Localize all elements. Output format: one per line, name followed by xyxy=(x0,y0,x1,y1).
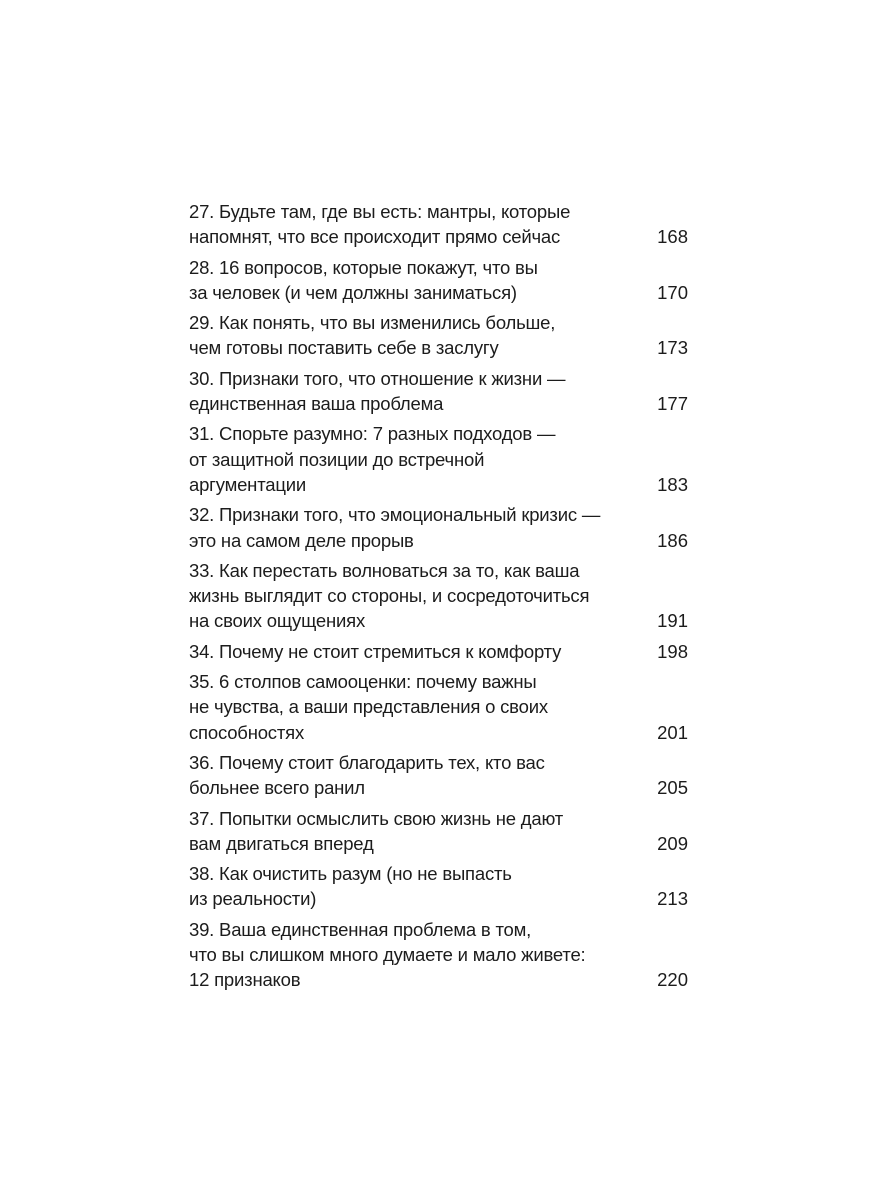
toc-entry xyxy=(189,421,688,497)
toc-entry-page-number: 209 xyxy=(657,832,688,854)
toc-entry-title-line: от защитной позиции до встречной xyxy=(189,448,485,470)
toc-entry-title-line: 32. Признаки того, что эмоциональный кризис — xyxy=(189,504,601,526)
toc-entry-title xyxy=(189,917,629,993)
toc-entry xyxy=(189,917,688,993)
toc-entry-title-line: единственная ваша проблема xyxy=(189,393,444,415)
toc-entry-title-line: 35. 6 столпов самооценки: почему важны xyxy=(189,671,537,693)
toc-entry xyxy=(189,861,688,912)
toc-entry-title-line: из реальности) xyxy=(189,888,317,910)
toc-entry-page-number: 213 xyxy=(657,888,688,910)
toc-entry-title xyxy=(189,750,629,801)
toc-entry-title xyxy=(189,366,629,417)
toc-entry-title-line: способностях xyxy=(189,721,304,743)
toc-entry xyxy=(189,199,688,250)
toc-entry-page-number: 183 xyxy=(657,473,688,495)
toc-entry-page-number: 198 xyxy=(657,640,688,662)
toc-entry xyxy=(189,750,688,801)
toc-entry-title xyxy=(189,199,629,250)
toc-entry xyxy=(189,669,688,745)
toc-entry-title-line: 34. Почему не стоит стремиться к комфорту xyxy=(189,640,562,662)
toc-entry-title-line: чем готовы поставить себе в заслугу xyxy=(189,337,499,359)
toc-entry-page-number: 168 xyxy=(657,226,688,248)
toc-entry-title-line: напомнят, что все происходит прямо сейчас xyxy=(189,226,561,248)
toc-entry-page-number: 186 xyxy=(657,529,688,551)
toc-entry-title-line: не чувства, а ваши представления о своих xyxy=(189,696,548,718)
toc-entry-title-line: аргументации xyxy=(189,473,307,495)
toc-entry-title-line: вам двигаться вперед xyxy=(189,832,374,854)
toc-entry-title xyxy=(189,861,629,912)
toc-entry-title-line: что вы слишком много думаете и мало живете: xyxy=(189,944,586,966)
toc-entry-title xyxy=(189,806,629,857)
toc-entry-title xyxy=(189,669,629,745)
toc-entry-title-line: 36. Почему стоит благодарить тех, кто вас xyxy=(189,751,545,773)
toc-entry-title-line: 28. 16 вопросов, которые покажут, что вы xyxy=(189,256,538,278)
toc-entry-title-line: 31. Спорьте разумно: 7 разных подходов — xyxy=(189,423,556,445)
toc-entry-title xyxy=(189,502,629,553)
toc-entry-page-number: 191 xyxy=(657,610,688,632)
toc-entry xyxy=(189,255,688,306)
toc-entry-page-number: 205 xyxy=(657,777,688,799)
toc-entry xyxy=(189,502,688,553)
toc-entry xyxy=(189,310,688,361)
toc-entry-page-number: 177 xyxy=(657,393,688,415)
toc-entry-title xyxy=(189,639,629,664)
toc-entry-title-line: больнее всего ранил xyxy=(189,777,365,799)
toc-entry-page-number: 220 xyxy=(657,969,688,991)
toc-entry-title-line: 33. Как перестать волноваться за то, как ваша xyxy=(189,559,580,581)
toc-entry-title xyxy=(189,558,629,634)
toc-entry xyxy=(189,806,688,857)
toc-entry-title-line: на своих ощущениях xyxy=(189,610,366,632)
toc-entry-title xyxy=(189,310,629,361)
toc-entry-page-number: 173 xyxy=(657,337,688,359)
toc-entry-title-line: 38. Как очистить разум (но не выпасть xyxy=(189,863,512,885)
toc-entry-title xyxy=(189,255,629,306)
toc-entry xyxy=(189,558,688,634)
toc-entry-title xyxy=(189,421,629,497)
toc-entry-page-number: 201 xyxy=(657,721,688,743)
toc-entry-page-number: 170 xyxy=(657,281,688,303)
toc-entry-title-line: 29. Как понять, что вы изменились больше, xyxy=(189,312,556,334)
toc-entry-title-line: жизнь выглядит со стороны, и сосредоточиться xyxy=(189,585,590,607)
toc-entry-title-line: это на самом деле прорыв xyxy=(189,529,414,551)
toc-entry-title-line: 39. Ваша единственная проблема в том, xyxy=(189,918,532,940)
toc-entry-title-line: 30. Признаки того, что отношение к жизни — xyxy=(189,367,566,389)
table-of-contents xyxy=(189,199,688,998)
toc-entry xyxy=(189,366,688,417)
toc-entry-title-line: за человек (и чем должны заниматься) xyxy=(189,281,517,303)
toc-entry-title-line: 27. Будьте там, где вы есть: мантры, которые xyxy=(189,201,571,222)
toc-entry-title-line: 12 признаков xyxy=(189,969,301,991)
toc-entry xyxy=(189,639,688,664)
toc-entry-title-line: 37. Попытки осмыслить свою жизнь не дают xyxy=(189,807,564,829)
